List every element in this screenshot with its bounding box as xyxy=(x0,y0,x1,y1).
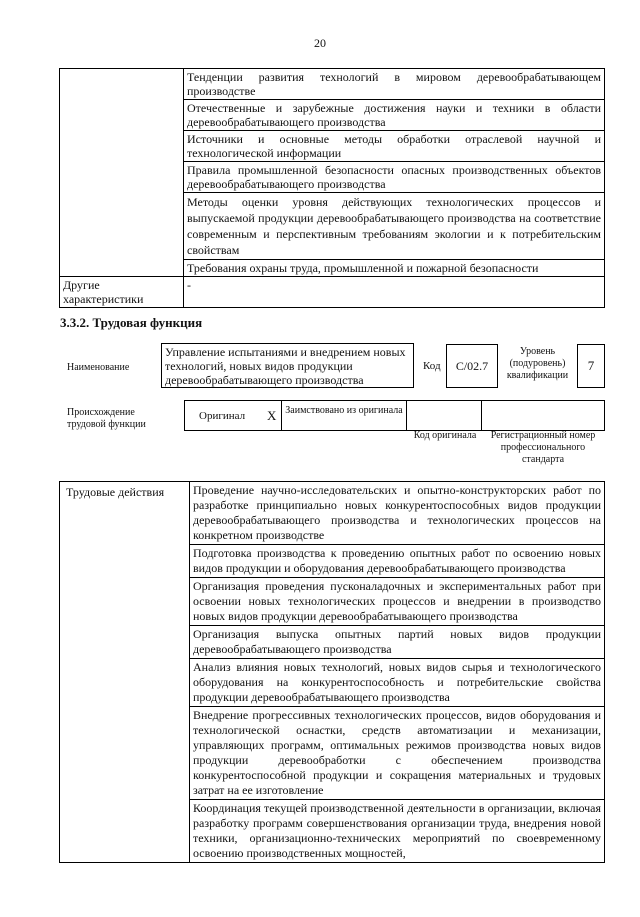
code-label: Код xyxy=(423,360,441,372)
knowledge-item: Отечественные и зарубежные достижения науки и техники в области деревообрабатывающего производства xyxy=(184,100,605,131)
labor-action-item: Подготовка производства к проведению опытных работ по освоению новых видов продукции и оборудования деревообрабатывающего производства xyxy=(190,545,605,578)
knowledge-item: Требования охраны труда, промышленной и пожарной безопасности xyxy=(184,260,605,277)
knowledge-item: Тенденции развития технологий в мировом деревообрабатывающем производстве xyxy=(184,69,605,100)
labor-actions-table xyxy=(59,481,605,863)
table-row xyxy=(60,277,605,308)
other-characteristics-label: Другие характеристики xyxy=(60,277,184,308)
knowledge-item: Правила промышленной безопасности опасных производственных объектов деревообрабатывающего производства xyxy=(184,162,605,193)
section-title: 3.3.2. Трудовая функция xyxy=(60,315,203,330)
labor-action-item: Анализ влияния новых технологий, новых видов сырья и технологического оборудования на конкурентоспособность и потребительские свойства продукции деревообрабатывающего производства xyxy=(190,659,605,707)
knowledge-table xyxy=(59,68,605,308)
table-row xyxy=(60,69,605,100)
original-box xyxy=(184,400,282,431)
function-code-box: C/02.7 xyxy=(446,344,498,388)
labor-action-item: Координация текущей производственной деятельности в организации, включая разработку программ совершенствования организации труда, внедрения новой техники, организационно-технических мероприятий по своевременному освоению производственных мощностей, xyxy=(190,800,605,863)
original-label: Оригинал xyxy=(199,410,246,422)
origin-label: Происхождение трудовой функции xyxy=(67,407,146,430)
table-row xyxy=(60,482,605,545)
borrowed-box: Заимствовано из оригинала xyxy=(281,400,407,431)
knowledge-label-cell xyxy=(60,69,184,277)
function-name-box: Управление испытаниями и внедрением новых технологий, новых видов продукции деревообрабатывающего производства xyxy=(161,343,414,388)
level-label: Уровень (подуровень) квалификации xyxy=(506,346,569,381)
original-mark: X xyxy=(267,408,277,423)
registration-caption: Регистрационный номер профессионального стандарта xyxy=(490,430,596,465)
labor-action-item: Организация выпуска опытных партий новых видов продукции деревообрабатывающего производства xyxy=(190,626,605,659)
labor-action-item: Внедрение прогрессивных технологических процессов, видов оборудования и технологической оснастки, средств автоматизации и механизации, управляющих программ, оптимальных режимов производства новых видов продукции деревообработки с обеспечением производства конкурентоспособной продукции и сокращения материальных и трудовых затрат на ее изготовление xyxy=(190,707,605,800)
code-original-caption: Код оригинала xyxy=(413,430,477,441)
original-code-box xyxy=(406,400,482,431)
level-box: 7 xyxy=(577,344,605,388)
knowledge-item: Источники и основные методы обработки отраслевой научной и технологической информации xyxy=(184,131,605,162)
other-characteristics-value: - xyxy=(184,277,605,308)
name-label: Наименование xyxy=(67,362,130,373)
knowledge-item: Методы оценки уровня действующих технологических процессов и выпускаемой продукции деревообрабатывающего производства на соответствие современным и перспективным требованиям экологии и к потребительским свойствам xyxy=(184,193,605,260)
registration-number-box xyxy=(481,400,605,431)
labor-action-item: Проведение научно-исследовательских и опытно-конструкторских работ по разработке принципиально новых конкурентоспособных видов продукции деревообрабатывающего производства и технологических процессов на конкретном производстве xyxy=(190,482,605,545)
labor-action-item: Организация проведения пусконаладочных и экспериментальных работ при освоении новых технологических процессов и внедрении в производство новых видов продукции деревообрабатывающего производства xyxy=(190,578,605,626)
labor-actions-label: Трудовые действия xyxy=(60,482,190,863)
page-number: 20 xyxy=(314,36,326,50)
